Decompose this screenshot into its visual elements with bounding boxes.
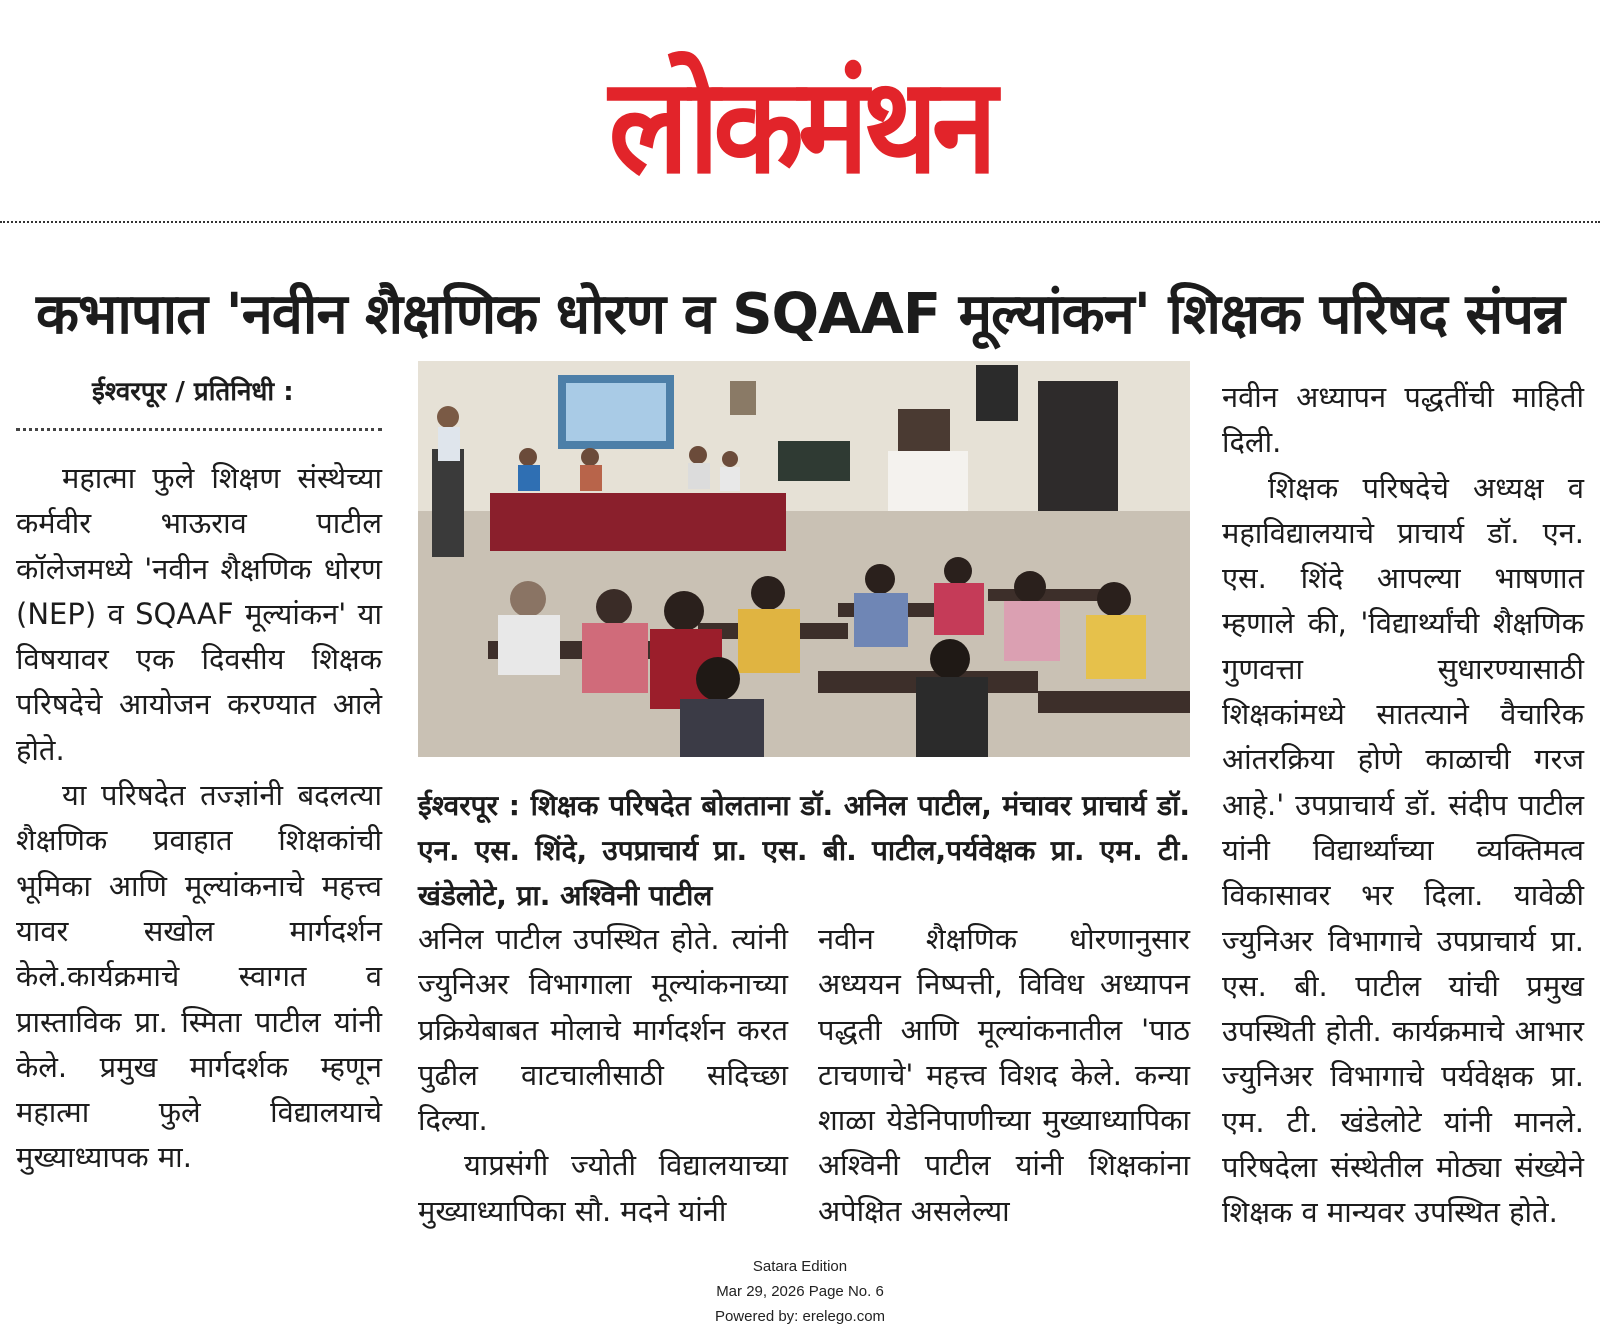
newspaper-logo: लोकमंथन bbox=[608, 47, 992, 203]
paragraph: नवीन शैक्षणिक धोरणानुसार अध्ययन निष्पत्ती, विविध अध्यापन पद्धती आणि मूल्यांकनातील 'पाठ टाचणाचे' महत्त्व विशद केले. कन्या शाळा येडेनिपाणीच्या मुख्याध्यापिका अश्विनी पाटील यांनी शिक्षकांना अपेक्षित असलेल्या bbox=[818, 922, 1190, 1228]
paragraph: नवीन अध्यापन पद्धतींची माहिती दिली. bbox=[1222, 380, 1584, 460]
dateline: ईश्वरपूर / प्रतिनिधी : bbox=[92, 377, 294, 407]
date-page-label: Mar 29, 2026 Page No. 6 bbox=[716, 1283, 884, 1300]
edition-label: Satara Edition bbox=[752, 1258, 848, 1275]
article-column-right bbox=[1222, 375, 1584, 1236]
classroom-photo-illustration bbox=[418, 361, 1190, 757]
article-headline: कभापात 'नवीन शैक्षणिक धोरण व SQAAF मूल्यांकन' शिक्षक परिषद संपन्न bbox=[35, 282, 1565, 347]
masthead bbox=[0, 0, 1600, 222]
paragraph: शिक्षक परिषदेचे अध्यक्ष व महाविद्यालयाचे प्राचार्य डॉ. एन. एस. शिंदे आपल्या भाषणात म्हणाले की, 'विद्यार्थ्यांची शैक्षणिक गुणवत्ता सुधारण्यासाठी शिक्षकांमध्ये सातत्याने वैचारिक आंतरक्रिया होणे काळाची गरज आहे.' उपप्राचार्य डॉ. संदीप पाटील यांनी विद्यार्थ्यांच्या व्यक्तिमत्व विकासावर भर दिला. यावेळी ज्युनिअर विभागाचे उपप्राचार्य प्रा. एस. बी. पाटील यांची प्रमुख उपस्थिती होती. कार्यक्रमाचे आभार ज्युनिअर विभागाचे पर्यवेक्षक प्रा. एम. टी. खंडेलोटे यांनी मानले. परिषदेला संस्थेतील मोठ्या संख्येने शिक्षक व मान्यवर उपस्थित होते. bbox=[1222, 470, 1584, 1230]
powered-by-label: Powered by: erelego.com bbox=[714, 1308, 886, 1325]
dateline-divider bbox=[16, 428, 382, 431]
masthead-divider bbox=[0, 221, 1600, 223]
article-column-left bbox=[16, 456, 382, 1181]
page-footer bbox=[600, 1254, 1000, 1329]
event-photo bbox=[418, 361, 1190, 757]
paragraph: या परिषदेत तज्ज्ञांनी बदलत्या शैक्षणिक प्रवाहात शिक्षकांची भूमिका आणि मूल्यांकनाचे महत्त्व यावर सखोल मार्गदर्शन केले.कार्यक्रमाचे स्वागत व प्रास्ताविक प्रा. स्मिता पाटील यांनी केले. प्रमुख मार्गदर्शक म्हणून महात्मा फुले विद्यालयाचे मुख्याध्यापक मा. bbox=[16, 778, 382, 1175]
article-column-middle-2 bbox=[818, 917, 1190, 1234]
photo-caption: ईश्वरपूर : शिक्षक परिषदेत बोलताना डॉ. अनिल पाटील, मंचावर प्राचार्य डॉ. एन. एस. शिंदे, उपप्राचार्य प्रा. एस. बी. पाटील,पर्यवेक्षक प्रा. एम. टी. खंडेलोटे, प्रा. अश्विनी पाटील bbox=[418, 789, 1190, 912]
paragraph: अनिल पाटील उपस्थित होते. त्यांनी ज्युनिअर विभागाला मूल्यांकनाच्या प्रक्रियेबाबत मोलाचे मार्गदर्शन करत पुढील वाटचालीसाठी सदिच्छा दिल्या. bbox=[418, 922, 788, 1138]
paragraph: महात्मा फुले शिक्षण संस्थेच्या कर्मवीर भाऊराव पाटील कॉलेजमध्ये 'नवीन शैक्षणिक धोरण (NEP) व SQAAF मूल्यांकन' या विषयावर एक दिवसीय शिक्षक परिषदेचे आयोजन करण्यात आले होते. bbox=[16, 461, 382, 767]
paragraph: याप्रसंगी ज्योती विद्यालयाच्या मुख्याध्यापिका सौ. मदने यांनी bbox=[418, 1148, 788, 1228]
article-column-middle-1 bbox=[418, 917, 788, 1234]
